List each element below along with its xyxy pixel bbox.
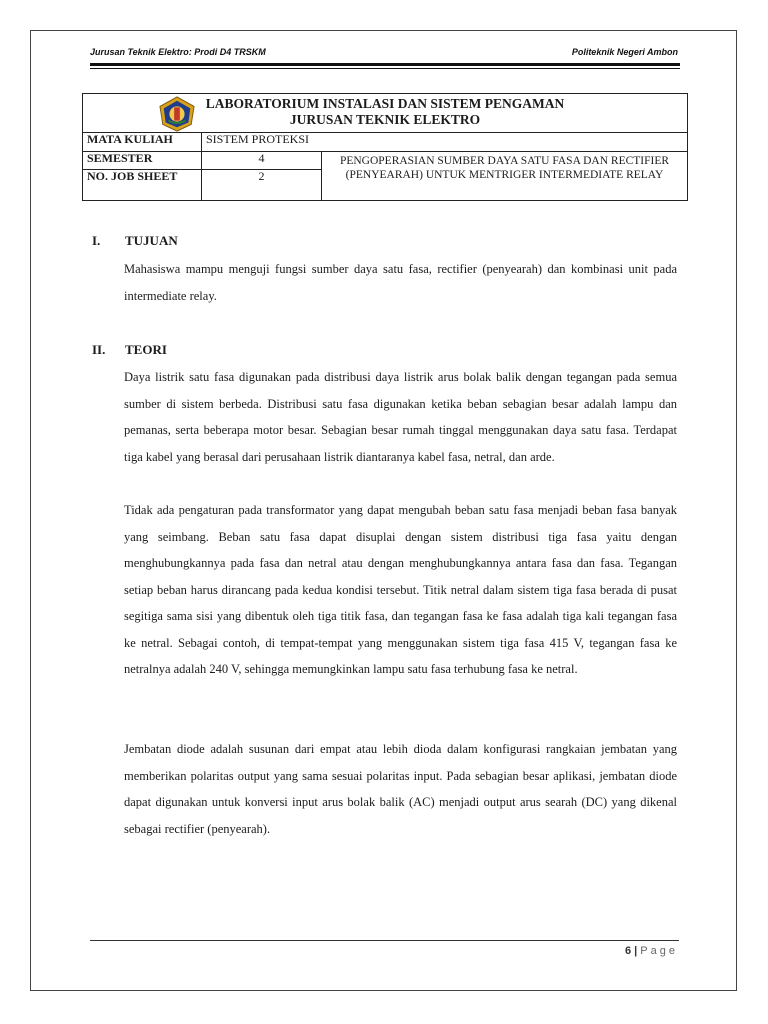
section-title: TUJUAN: [125, 233, 178, 248]
teori-paragraph-1: Daya listrik satu fasa digunakan pada distribusi daya listrik arus bolak balik dengan tegangan pada semua sumber di sistem berbeda. Distribusi satu fasa digunakan ketika beban sebagian besar adalah lampu dan pemanas, serta beberapa motor besar. Sebagian besar rumah tinggal menggunakan daya satu fasa. Terdapat tiga kabel yang berasal dari perusahaan listrik diantaranya kabel fasa, netral, dan arde.: [124, 370, 677, 464]
section-title: TEORI: [125, 342, 167, 357]
semester-value: 4: [202, 151, 322, 170]
header-left: Jurusan Teknik Elektro: Prodi D4 TRSKM: [90, 47, 266, 57]
page-number: 6: [624, 945, 632, 957]
teori-paragraph-3: Jembatan diode adalah susunan dari empat atau lebih dioda dalam konfigurasi rangkaian jembatan yang memberikan polaritas output yang sama sesuai polaritas input. Pada sebagian besar aplikasi, jembatan diode dapat digunakan untuk konversi input arus bolak balik (AC) menjadi output arus searah (DC) yang dikenal sebagai rectifier (penyearah).: [124, 742, 677, 836]
lab-title-line2: JURUSAN TEKNIK ELEKTRO: [289, 112, 481, 127]
lab-title-cell: [83, 94, 688, 133]
tujuan-paragraph: Mahasiswa mampu menguji fungsi sumber daya satu fasa, rectifier (penyearah) dan kombinasi unit pada intermediate relay.: [124, 262, 677, 303]
semester-label: SEMESTER: [83, 151, 202, 170]
job-sheet-value: 2: [202, 170, 322, 201]
teori-paragraph-2: Tidak ada pengaturan pada transformator yang dapat mengubah beban satu fasa menjadi beban fasa banyak yang seimbang. Beban satu fasa dapat disuplai dengan sistem distribusi tiga fasa yaitu dengan menghubungkannya pada fasa dan netral atau dengan menghubungkannya antara fasa dan fasa. Tegangan setiap beban harus dirancang pada kedua kondisi tersebut. Titik netral dalam sistem tiga fasa berada di pusat segitiga sama sisi yang dibentuk oleh tiga titik fasa, dan tegangan fasa ke fasa adalah tiga kali tegangan fasa ke netral. Sebagai contoh, di tempat-tempat yang menggunakan sistem tiga fasa 415 V, tegangan fasa ke netralnya adalah 240 V, sehingga memungkinkan lampu satu fasa terhubung fasa ke netral.: [124, 503, 677, 676]
section-number: II.: [92, 342, 106, 357]
institution-logo-icon: [158, 96, 196, 132]
header-rule-thin: [90, 68, 680, 69]
section-heading-teori: [92, 342, 167, 358]
section-number: I.: [92, 233, 101, 248]
mata-kuliah-label: MATA KULIAH: [83, 133, 202, 152]
lab-title-line1: LABORATORIUM INSTALASI DAN SISTEM PENGAMAN: [205, 96, 565, 111]
running-header: [90, 47, 678, 57]
header-rule-thick: [90, 63, 680, 66]
job-sheet-title: PENGOPERASIAN SUMBER DAYA SATU FASA DAN RECTIFIER (PENYEARAH) UNTUK MENTRIGER INTERMEDIATE RELAY: [322, 151, 688, 201]
section-heading-tujuan: [92, 233, 178, 249]
footer-rule: [90, 940, 679, 941]
job-sheet-label: NO. JOB SHEET: [83, 170, 202, 201]
footer-separator: |: [634, 945, 638, 957]
mata-kuliah-value: SISTEM PROTEKSI: [202, 133, 688, 152]
header-right: Politeknik Negeri Ambon: [571, 47, 678, 57]
page-footer: [625, 945, 678, 957]
lab-info-table: [82, 93, 688, 201]
page-word: Page: [640, 945, 678, 957]
